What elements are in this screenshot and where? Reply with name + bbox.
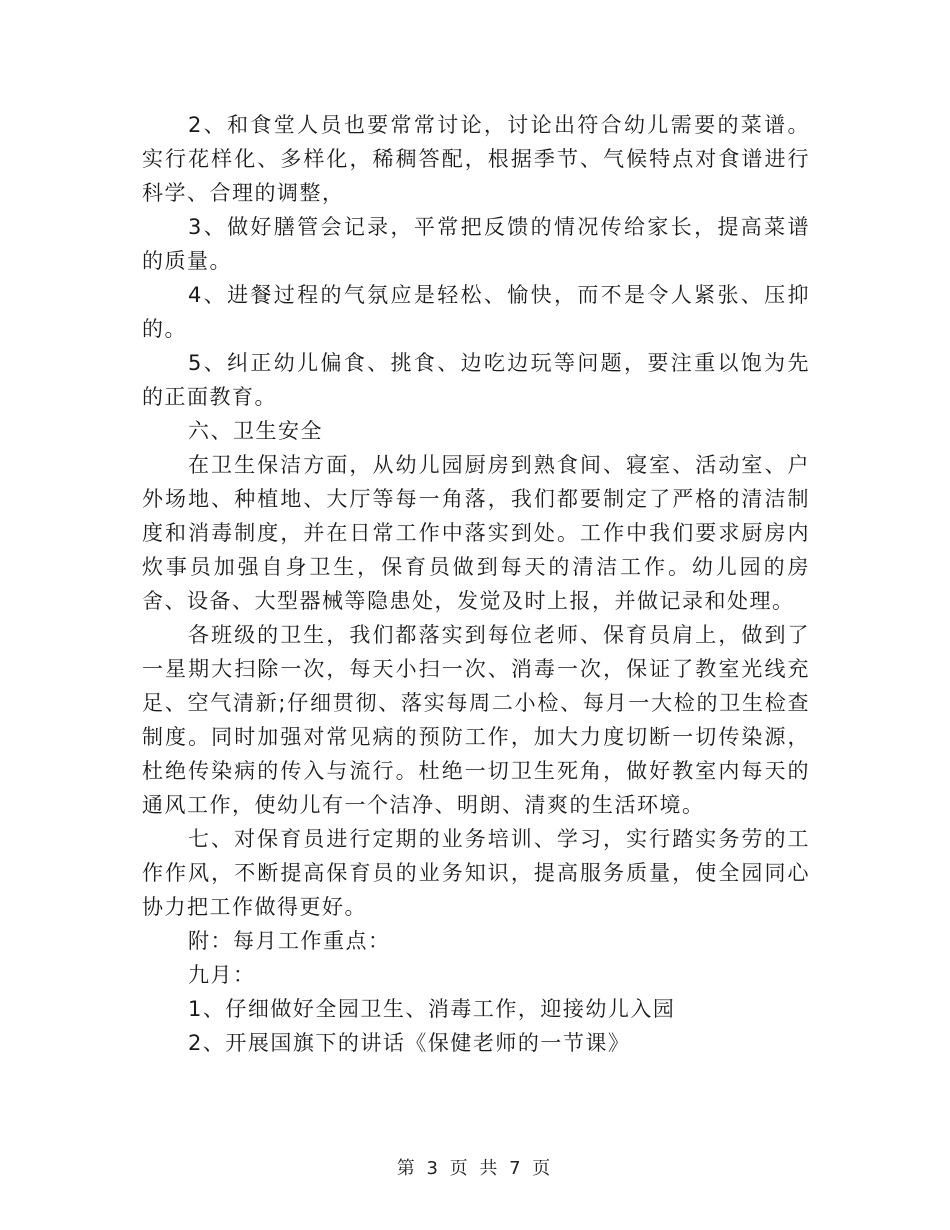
paragraph-september: 九月： <box>188 963 256 987</box>
page-number-footer: 第 3 页 共 7 页 <box>396 1158 554 1179</box>
paragraph-staff-training: 七、对保育员进行定期的业务培训、学习，实行踏实务劳的工作作风，不断提高保育员的业务知识，提高服务质量，使全园同心协力把工作做得更好。 <box>142 827 810 919</box>
paragraph-cleaning: 在卫生保洁方面，从幼儿园厨房到熟食间、寝室、活动室、户外场地、种植地、大厅等每一角落，我们都要制定了严格的清洁制度和消毒制度，并在日常工作中落实到处。工作中我们要求厨房内炊事员加强自身卫生，保育员做到每天的清洁工作。幼儿园的房舍、设备、大型器械等隐患处，发觉及时上报，并做记录和处理。 <box>142 453 810 613</box>
section-heading-hygiene-safety: 六、卫生安全 <box>188 419 323 443</box>
paragraph-picky-eating: 5、纠正幼儿偏食、挑食、边吃边玩等问题，要注重以饱为先的正面教育。 <box>142 351 810 409</box>
paragraph-monthly-focus: 附：每月工作重点： <box>188 929 391 953</box>
document-body <box>142 108 810 1060</box>
list-item-september-1: 1、仔细做好全园卫生、消毒工作，迎接幼儿入园 <box>188 997 676 1021</box>
list-item-september-2: 2、开展国旗下的讲话《保健老师的一节课》 <box>188 1031 631 1055</box>
paragraph-meal-committee: 3、做好膳管会记录，平常把反馈的情况传给家长，提高菜谱的质量。 <box>142 215 810 273</box>
paragraph-menu-discussion: 2、和食堂人员也要常常讨论，讨论出符合幼儿需要的菜谱。实行花样化、多样化，稀稠答配，根据季节、气候特点对食谱进行科学、合理的调整， <box>142 113 810 205</box>
paragraph-class-hygiene: 各班级的卫生，我们都落实到每位老师、保育员肩上，做到了一星期大扫除一次，每天小扫一次、消毒一次，保证了教室光线充足、空气清新;仔细贯彻、落实每周二小检、每月一大检的卫生检查制度。同时加强对常见病的预防工作，加大力度切断一切传染源，杜绝传染病的传入与流行。杜绝一切卫生死角，做好教室内每天的通风工作，使幼儿有一个洁净、明朗、清爽的生活环境。 <box>142 623 810 817</box>
paragraph-dining-atmosphere: 4、进餐过程的气氛应是轻松、愉快，而不是令人紧张、压抑的。 <box>142 283 810 341</box>
